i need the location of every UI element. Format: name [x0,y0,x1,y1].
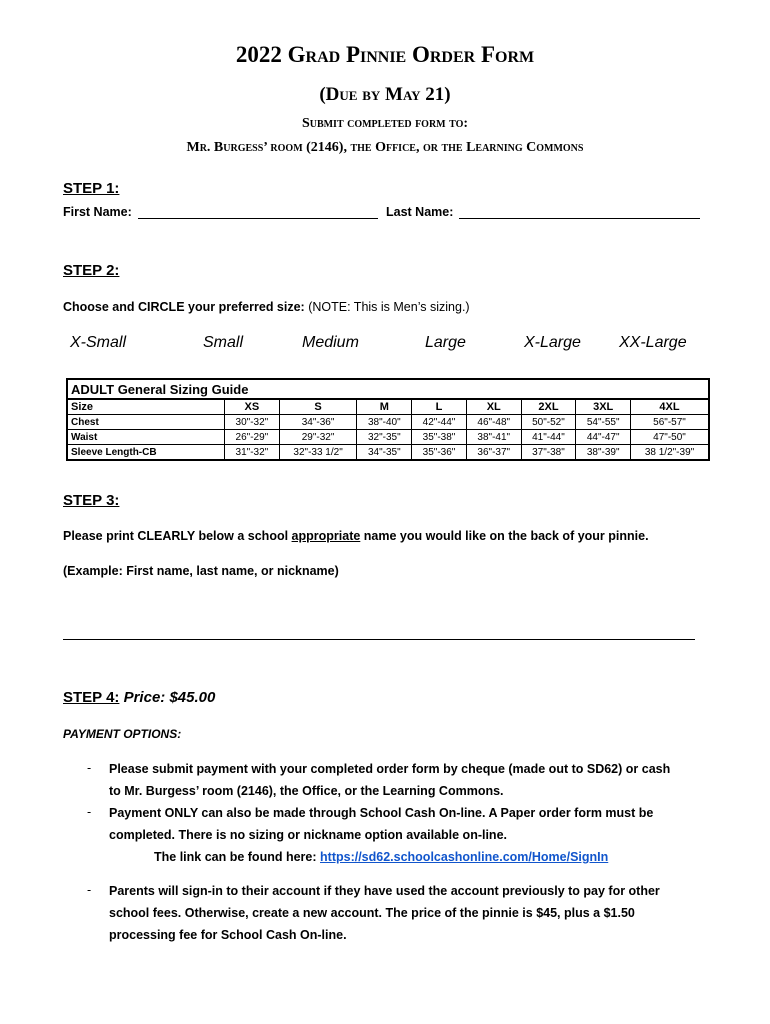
table-cell: 41"-44" [521,430,576,445]
size-instruction-text: Choose and CIRCLE your preferred size: [63,300,305,314]
table-cell: 35"-36" [412,445,467,461]
table-cell: 38"-39" [576,445,631,461]
size-option-medium[interactable]: Medium [302,334,359,351]
size-option-xlarge[interactable]: X-Large [524,334,581,351]
row-header: Waist [67,430,225,445]
table-cell: 38"-40" [357,415,412,430]
size-option-small[interactable]: Small [203,334,244,351]
table-cell: 30"-32" [225,415,280,430]
nickname-instruction-post: name you would like on the back of your pinnie. [360,529,649,543]
column-header: XS [225,399,280,415]
row-header: Sleeve Length-CB [67,445,225,461]
bullet-line: completed. There is no sizing or nickname option available on-line. [109,828,507,842]
table-row [67,430,709,445]
table-cell: 50"-52" [521,415,576,430]
table-cell: 32"-35" [357,430,412,445]
table-cell: 38"-41" [466,430,521,445]
submit-instruction: Submit completed form to: [301,116,469,131]
table-cell: 34"-35" [357,445,412,461]
nickname-example: (Example: First name, last name, or nickname) [63,564,339,578]
step4-header [63,689,215,706]
payment-option-parent-account [109,880,729,946]
table-cell: 54"-55" [576,415,631,430]
bullet-dash: - [87,761,92,775]
table-cell: 38 1/2"-39" [631,445,709,461]
table-cell: 47"-50" [631,430,709,445]
sizing-guide-table [66,378,710,461]
table-cell: 26"-29" [225,430,280,445]
column-header: L [412,399,467,415]
bullet-line: Parents will sign-in to their account if they have used the account previously to pay for other [109,884,660,898]
table-cell: 34"-36" [279,415,357,430]
form-title: 2022 Grad Pinnie Order Form [235,42,535,67]
bullet-line: processing fee for School Cash On-line. [109,928,347,942]
size-instruction [63,300,470,314]
nickname-field[interactable] [63,639,695,640]
first-name-label: First Name: [63,205,132,219]
sizing-guide-title: ADULT General Sizing Guide [67,379,709,399]
column-header: 2XL [521,399,576,415]
last-name-label: Last Name: [386,205,454,219]
column-header: S [279,399,357,415]
table-cell: 46"-48" [466,415,521,430]
column-header: XL [466,399,521,415]
payment-option-online [109,802,729,868]
column-header: Size [67,399,225,415]
row-header: Chest [67,415,225,430]
bullet-line: Please submit payment with your completed order form by cheque (made out to SD62) or cash [109,762,671,776]
nickname-instruction-pre: Please print CLEARLY below a school [63,529,292,543]
table-cell: 29"-32" [279,430,357,445]
size-option-xxlarge[interactable]: XX-Large [619,334,687,351]
step3-heading: STEP 3: [63,492,120,509]
step2-heading: STEP 2: [63,262,120,279]
bullet-line: school fees. Otherwise, create a new account. The price of the pinnie is $45, plus a $1.50 [109,906,635,920]
table-cell: 44"-47" [576,430,631,445]
table-row [67,445,709,461]
bullet-line: to Mr. Burgess’ room (2146), the Office, or the Learning Commons. [109,784,504,798]
bullet-dash: - [87,883,92,897]
step4-heading: STEP 4: [63,689,120,706]
bullet-dash: - [87,805,92,819]
due-date: (Due by May 21) [319,84,451,105]
size-option-xsmall[interactable]: X-Small [70,334,127,351]
payment-options-heading: PAYMENT OPTIONS: [63,727,182,741]
size-option-large[interactable]: Large [425,334,466,351]
table-header-row [67,399,709,415]
step1-heading: STEP 1: [63,180,120,197]
table-cell: 35"-38" [412,430,467,445]
last-name-field[interactable] [459,218,700,219]
appropriate-word: appropriate [291,529,361,543]
payment-option-cheque-cash [109,758,729,802]
link-line [109,846,729,868]
column-header: M [357,399,412,415]
bullet-line: Payment ONLY can also be made through School Cash On-line. A Paper order form must be [109,806,654,820]
sizing-note: (NOTE: This is Men’s sizing.) [308,300,470,314]
first-name-field[interactable] [138,218,378,219]
school-cash-online-link[interactable]: https://sd62.schoolcashonline.com/Home/SignIn [320,850,609,864]
price: Price: $45.00 [123,689,216,706]
table-cell: 56"-57" [631,415,709,430]
table-row [67,415,709,430]
table-cell: 36"-37" [466,445,521,461]
table-cell: 32"-33 1/2" [279,445,357,461]
submit-locations: Mr. Burgess’ room (2146), the Office, or the Learning Commons [186,140,584,155]
table-cell: 42"-44" [412,415,467,430]
nickname-instruction [63,529,649,543]
table-cell: 31"-32" [225,445,280,461]
column-header: 3XL [576,399,631,415]
column-header: 4XL [631,399,709,415]
link-label: The link can be found here: [154,850,317,864]
table-cell: 37"-38" [521,445,576,461]
